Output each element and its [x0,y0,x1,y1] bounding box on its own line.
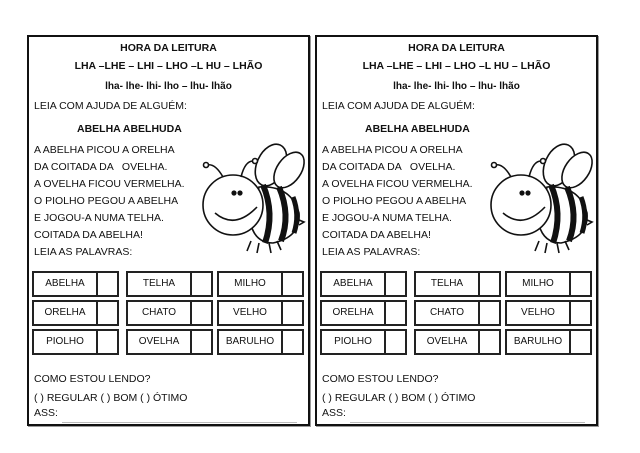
poem-line: COITADA DA ABELHA! [322,229,431,241]
word-checkbox[interactable] [571,331,590,353]
word-checkbox[interactable] [192,273,211,295]
instruction: LEIA COM AJUDA DE ALGUÉM: [34,100,187,112]
word-box [414,329,501,355]
word-text: ORELHA [34,302,98,324]
word-box [414,300,501,326]
syllables-upper: LHA –LHE – LHI – LHO –L HU – LHÃO [362,60,551,72]
word-text: TELHA [128,273,192,295]
word-checkbox[interactable] [480,302,499,324]
word-box [217,271,304,297]
word-box [126,300,213,326]
poem-line: A ABELHA PICOU A ORELHA [34,144,175,156]
poem-line: A ABELHA PICOU A ORELHA [322,144,463,156]
word-text: ABELHA [34,273,98,295]
word-checkbox[interactable] [571,273,590,295]
syllables-lower: lha- lhe- lhi- lho – lhu- lhão [393,81,520,92]
words-label: LEIA AS PALAVRAS: [34,246,133,258]
reading-question: COMO ESTOU LENDO? [34,373,151,385]
poem-line: O PIOLHO PEGOU A ABELHA [34,195,179,207]
words-label: LEIA AS PALAVRAS: [322,246,421,258]
poem-line: DA COITADA DA OVELHA. [322,161,456,173]
signature-label: ASS: [34,407,58,419]
word-text: ORELHA [322,302,386,324]
word-box [126,271,213,297]
instruction: LEIA COM AJUDA DE ALGUÉM: [322,100,475,112]
word-box [32,300,119,326]
bee-illustration [489,135,594,260]
word-checkbox[interactable] [386,331,405,353]
poem-line: DA COITADA DA OVELHA. [34,161,168,173]
word-checkbox[interactable] [283,331,302,353]
word-box [320,271,407,297]
word-text: CHATO [128,302,192,324]
word-checkbox[interactable] [283,273,302,295]
word-box [217,300,304,326]
syllables-lower: lha- lhe- lhi- lho – lhu- lhão [105,81,232,92]
rating-options[interactable]: ( ) REGULAR ( ) BOM ( ) ÓTIMO [34,392,188,404]
word-box [32,271,119,297]
word-text: MILHO [507,273,571,295]
poem-line: E JOGOU-A NUMA TELHA. [34,212,164,224]
reading-question: COMO ESTOU LENDO? [322,373,439,385]
word-text: OVELHA [416,331,480,353]
word-text: CHATO [416,302,480,324]
signature-line[interactable] [62,422,297,423]
poem-line: A OVELHA FICOU VERMELHA. [322,178,473,190]
signature-line[interactable] [350,422,585,423]
word-text: PIOLHO [322,331,386,353]
word-checkbox[interactable] [480,273,499,295]
word-text: BARULHO [507,331,571,353]
worksheet-panel [27,35,310,426]
word-checkbox[interactable] [480,331,499,353]
word-text: VELHO [219,302,283,324]
rating-options[interactable]: ( ) REGULAR ( ) BOM ( ) ÓTIMO [322,392,476,404]
word-text: OVELHA [128,331,192,353]
word-box [414,271,501,297]
word-box [32,329,119,355]
word-checkbox[interactable] [386,273,405,295]
bee-illustration [201,135,306,260]
word-checkbox[interactable] [192,302,211,324]
poem [34,142,185,244]
word-text: PIOLHO [34,331,98,353]
signature-label: ASS: [322,407,346,419]
poem [322,142,473,244]
word-checkbox[interactable] [192,331,211,353]
word-text: TELHA [416,273,480,295]
word-box [320,300,407,326]
worksheet-title: HORA DA LEITURA [120,42,217,54]
word-text: VELHO [507,302,571,324]
worksheet-title: HORA DA LEITURA [408,42,505,54]
syllables-upper: LHA –LHE – LHI – LHO –L HU – LHÃO [74,60,263,72]
word-box [505,271,592,297]
word-checkbox[interactable] [98,302,117,324]
word-checkbox[interactable] [283,302,302,324]
word-checkbox[interactable] [98,273,117,295]
word-text: ABELHA [322,273,386,295]
word-box [505,329,592,355]
word-checkbox[interactable] [386,302,405,324]
poem-line: A OVELHA FICOU VERMELHA. [34,178,185,190]
poem-title: ABELHA ABELHUDA [365,123,470,135]
word-box [320,329,407,355]
word-box [126,329,213,355]
word-box [505,300,592,326]
worksheet-panel [315,35,598,426]
word-checkbox[interactable] [98,331,117,353]
word-text: BARULHO [219,331,283,353]
word-text: MILHO [219,273,283,295]
poem-line: COITADA DA ABELHA! [34,229,143,241]
poem-line: E JOGOU-A NUMA TELHA. [322,212,452,224]
word-checkbox[interactable] [571,302,590,324]
poem-title: ABELHA ABELHUDA [77,123,182,135]
poem-line: O PIOLHO PEGOU A ABELHA [322,195,467,207]
word-box [217,329,304,355]
